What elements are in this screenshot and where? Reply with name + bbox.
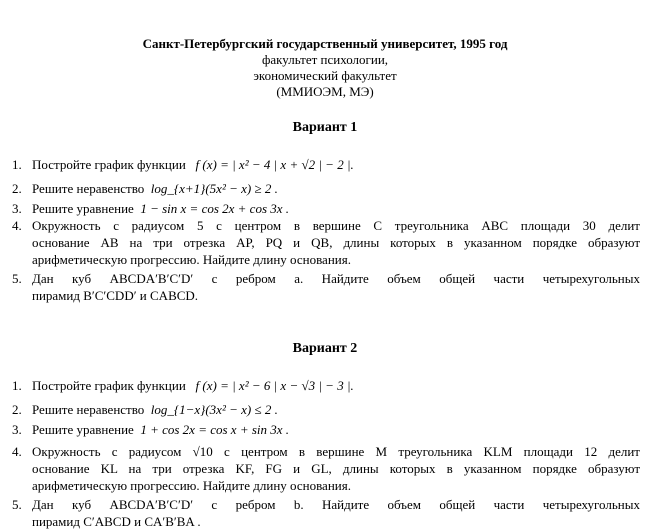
problem-text: Постройте график функции: [32, 157, 186, 172]
problem-number: 2.: [12, 181, 22, 196]
faculty-line-1: факультет психологии,: [261, 52, 389, 67]
problem-number: 3.: [12, 422, 22, 437]
university-title: Санкт-Петербургский государственный университет, 1995 год: [142, 36, 508, 51]
problem-line: основание KL на три отрезка KF, FG и GL, длины которых в указанном порядке образуют: [32, 461, 640, 476]
variant-1-title: Вариант 1: [292, 120, 358, 135]
problem-line: пирамид C′ABCD и CA′B′BA .: [32, 514, 201, 529]
problem-formula: log_{1−x}(3x² − x) ≤ 2 .: [150, 402, 278, 417]
variant-2-problem-2: [12, 401, 640, 418]
variant-2-problem-4: [12, 443, 640, 494]
problem-line: Окружность с радиусом 5 с центром в вершине C треугольника ABC площади 30 делит: [32, 218, 640, 233]
problem-number: 3.: [12, 201, 22, 216]
problem-number: 4.: [12, 444, 22, 459]
problem-line: Дан куб ABCDA′B′C′D′ с ребром a. Найдите объем общей части четырехугольных: [32, 271, 640, 286]
problem-line: пирамид B′C′CDD′ и CABCD.: [32, 288, 199, 303]
problem-line: арифметическую прогрессию. Найдите длину основания.: [32, 252, 351, 267]
variant-2-problem-1: [12, 377, 640, 394]
problem-text: Решите неравенство: [32, 402, 145, 417]
variant-1-problem-2: [12, 180, 640, 197]
problem-number: 5.: [12, 497, 22, 512]
problem-formula: log_{x+1}(5x² − x) ≥ 2 .: [150, 181, 278, 196]
problem-formula: f (x) = | x² − 6 | x − √3 | − 3 |.: [195, 378, 354, 393]
faculty-codes: (ММИОЭМ, МЭ): [276, 84, 374, 99]
problem-number: 2.: [12, 402, 22, 417]
problem-line: Дан куб ABCDA′B′C′D′ с ребром b. Найдите объем общей части четырехугольных: [32, 497, 640, 512]
problem-number: 5.: [12, 271, 22, 286]
problem-text: Постройте график функции: [32, 378, 186, 393]
problem-formula: 1 − sin x = cos 2x + cos 3x .: [140, 201, 290, 216]
variant-2-problem-5: [12, 496, 640, 530]
problem-text: Решите неравенство: [32, 181, 145, 196]
faculty-line-2: экономический факультет: [253, 68, 397, 83]
problem-line: основание AB на три отрезка AP, PQ и QB, длины которых в указанном порядке образуют: [32, 235, 640, 250]
problem-number: 1.: [12, 378, 22, 393]
problem-text: Решите уравнение: [32, 422, 134, 437]
problem-formula: f (x) = | x² − 4 | x + √2 | − 2 |.: [195, 157, 354, 172]
problem-text: Решите уравнение: [32, 201, 134, 216]
problem-line: Окружность с радиусом √10 с центром в вершине M треугольника KLM площади 12 делит: [32, 444, 640, 459]
variant-1-problem-3: [12, 200, 640, 217]
variant-1-problem-1: [12, 156, 640, 173]
variant-1-problem-5: [12, 270, 640, 304]
variant-2-title: Вариант 2: [292, 341, 358, 356]
problem-formula: 1 + cos 2x = cos x + sin 3x .: [140, 422, 290, 437]
variant-1-problem-4: [12, 217, 640, 268]
problem-line: арифметическую прогрессию. Найдите длину основания.: [32, 478, 351, 493]
problem-number: 1.: [12, 157, 22, 172]
variant-2-problem-3: [12, 421, 640, 438]
problem-number: 4.: [12, 218, 22, 233]
